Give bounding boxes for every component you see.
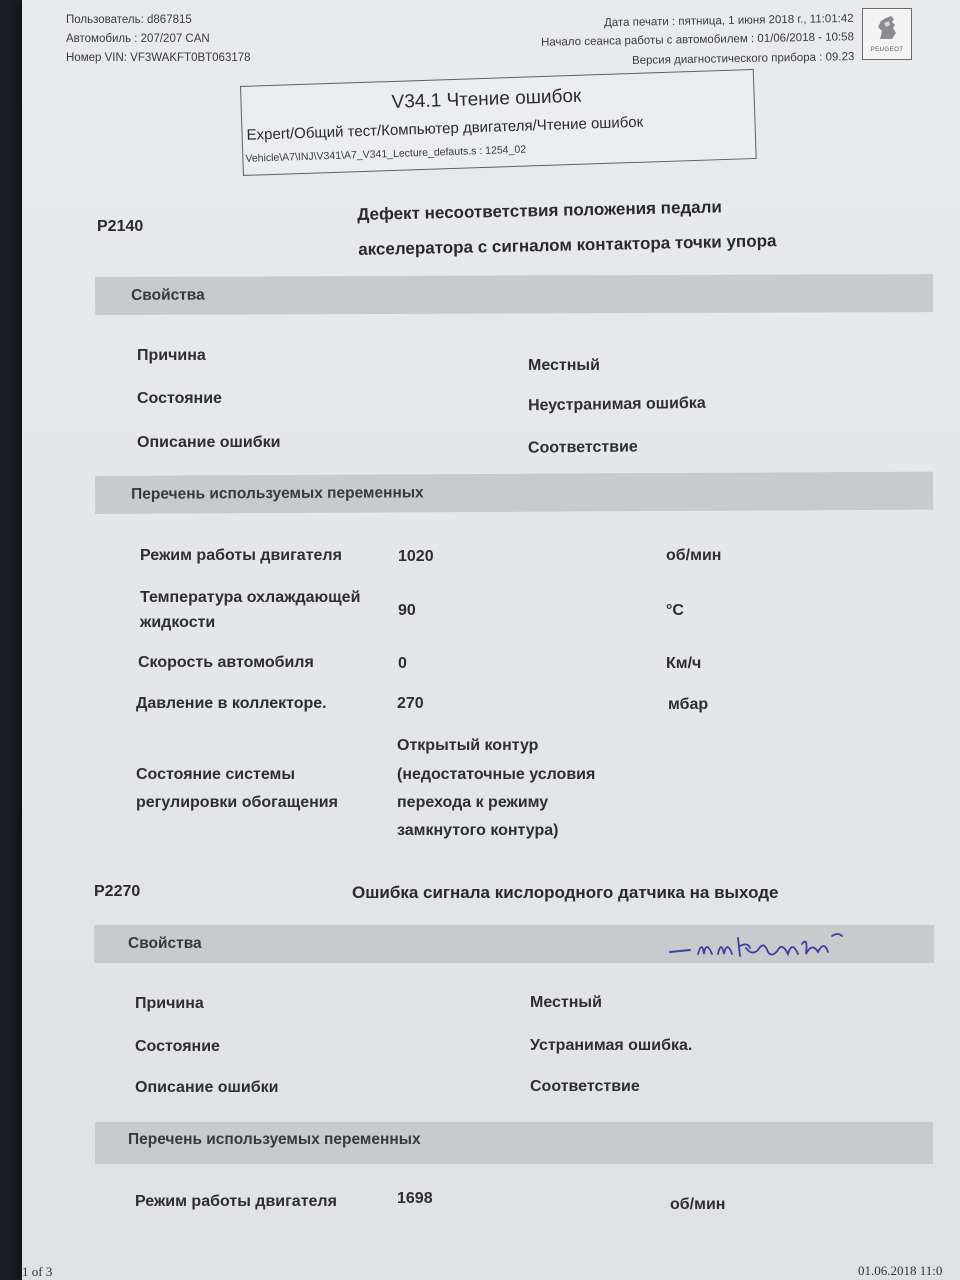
var-label: Режим работы двигателя	[135, 1193, 337, 1210]
prop-label: Причина	[135, 995, 204, 1012]
page-number: 1 of 3	[22, 1264, 53, 1279]
prop-label: Описание ошибки	[135, 1079, 279, 1096]
logo-brand-text: PEUGEOT	[870, 47, 904, 53]
var-value-cont: (недостаточные условия	[397, 766, 596, 783]
script-path: Vehicle\A7\INJ\V341\A7_V341_Lecture_defauts.s : 1254_02	[245, 143, 527, 165]
var-value: 0	[398, 655, 407, 672]
var-value: 90	[398, 602, 416, 619]
var-label: Температура охлаждающей	[140, 589, 361, 606]
vin-line: Номер VIN: VF3WAKFT0BT063178	[66, 52, 251, 64]
properties-band-1	[95, 274, 933, 315]
car-line: Автомобиль : 207/207 CAN	[66, 33, 210, 45]
var-value: Открытый контур	[397, 737, 539, 754]
prop-value: Соответствие	[527, 438, 638, 457]
print-date: Дата печати : пятница, 1 июня 2018 г., 11:01:42	[604, 12, 855, 30]
tool-version: Версия диагностического прибора : 09.23	[631, 51, 855, 67]
var-unit: мбар	[668, 696, 709, 713]
var-label-cont: регулировки обогащения	[136, 794, 338, 811]
variables-header-1: Перечень используемых переменных	[131, 484, 424, 503]
fault-desc-2: Ошибка сигнала кислородного датчика на выходе	[352, 883, 779, 902]
prop-value: Неустранимая ошибка	[527, 394, 706, 415]
prop-label: Причина	[137, 347, 206, 364]
prop-label: Состояние	[135, 1038, 220, 1055]
title-box	[240, 69, 757, 176]
prop-value: Местный	[528, 357, 600, 374]
user-line: Пользователь: d867815	[66, 14, 192, 26]
footer-date: 01.06.2018 11:0	[858, 1263, 943, 1278]
var-value: 270	[397, 695, 424, 712]
var-label: Состояние системы	[136, 766, 296, 783]
var-unit: об/мин	[670, 1196, 726, 1213]
prop-value: Устранимая ошибка.	[530, 1037, 693, 1054]
handwritten-note-drawing	[668, 928, 858, 968]
var-label: Давление в коллекторе.	[136, 695, 327, 712]
peugeot-logo	[862, 8, 912, 60]
handwritten-note	[668, 928, 858, 973]
var-unit: Км/ч	[666, 655, 702, 672]
properties-header-2: Свойства	[128, 935, 202, 952]
properties-header-1: Свойства	[131, 286, 205, 304]
var-value: 1698	[397, 1190, 433, 1207]
var-unit: об/мин	[666, 547, 722, 564]
page-title: V34.1 Чтение ошибок	[391, 85, 582, 113]
prop-label: Состояние	[137, 390, 222, 407]
prop-label: Описание ошибки	[137, 434, 281, 451]
session-start: Начало сеанса работы с автомобилем : 01/06/2018 - 10:58	[540, 31, 855, 49]
variables-band-1	[95, 472, 933, 514]
page-subtitle: Expert/Общий тест/Компьютер двигателя/Чтение ошибок	[246, 113, 644, 144]
var-unit: °C	[666, 602, 684, 619]
variables-header-2: Перечень используемых переменных	[128, 1131, 421, 1148]
variables-band-2	[95, 1122, 933, 1164]
var-value-cont: перехода к режиму	[397, 794, 549, 811]
fault-desc-1-line2: акселератора с сигналом контактора точки упора	[358, 231, 777, 259]
fault-code-2: P2270	[94, 883, 141, 900]
prop-value: Соответствие	[530, 1078, 640, 1095]
var-value-cont: замкнутого контура)	[397, 822, 559, 839]
var-label: Режим работы двигателя	[140, 547, 342, 564]
lion-icon	[872, 13, 902, 43]
prop-value: Местный	[530, 994, 602, 1011]
var-label: Скорость автомобиля	[138, 654, 314, 671]
var-label-cont: жидкости	[140, 614, 216, 631]
fault-code-1: P2140	[97, 218, 144, 235]
fault-desc-1-line1: Дефект несоответствия положения педали	[357, 197, 723, 224]
var-value: 1020	[398, 548, 434, 565]
